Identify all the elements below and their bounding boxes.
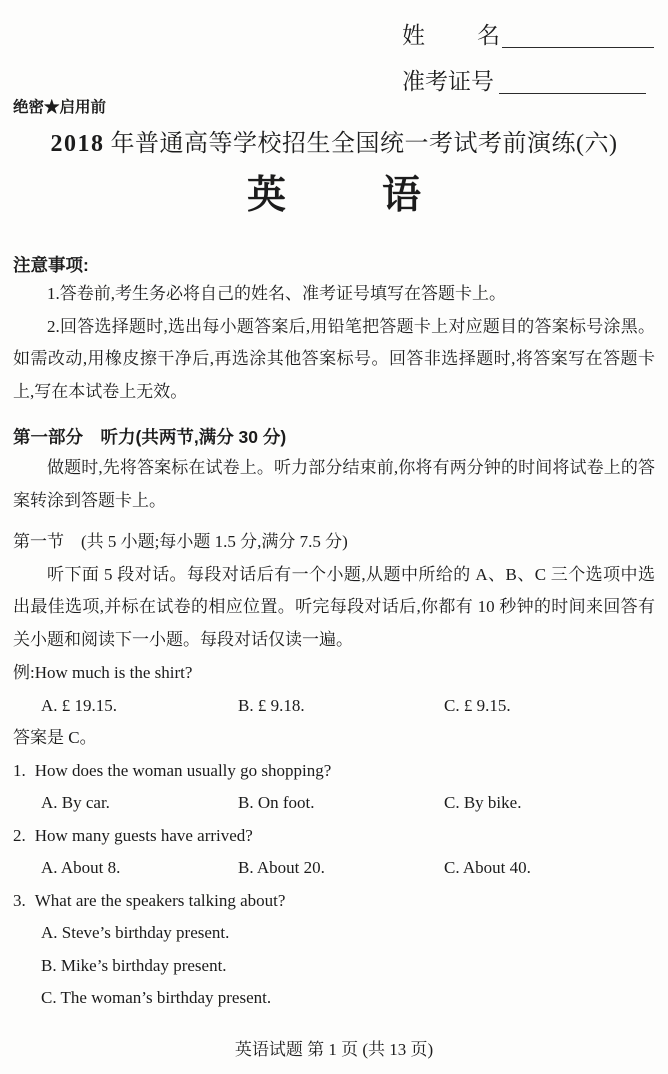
- example-option-a: A. £ 19.15.: [41, 695, 118, 715]
- exam-year: 2018: [50, 131, 105, 157]
- name-label-char-1: 姓: [402, 22, 425, 48]
- question-2-option-b: B. About 20.: [238, 858, 325, 877]
- student-info-block: [402, 16, 654, 108]
- question-2-option-a: A. About 8.: [41, 858, 121, 877]
- name-label-char-2: 名: [477, 22, 500, 48]
- subject-char-2: 语: [381, 174, 421, 217]
- example-answer-note: 答案是 C。: [13, 728, 97, 747]
- part1-heading: 第一部分 听力(共两节,满分 30 分): [13, 427, 287, 447]
- subject-char-1: 英: [247, 174, 287, 217]
- ticket-field-line: [499, 64, 646, 94]
- secrecy-notice: 绝密★启用前: [13, 99, 107, 116]
- question-2-option-c: C. About 40.: [444, 858, 531, 877]
- notice-item-2: 2.回答选择题时,选出每小题答案后,用铅笔把答题卡上对应题目的答案标号涂黑。如需改动,用橡皮擦干净后,再选涂其他答案标号。回答非选择题时,将答案写在答题卡上,写在本试卷上无效。: [13, 316, 655, 401]
- question-3-option-c: C. The woman’s birthday present.: [41, 988, 272, 1007]
- question-3-option-a: A. Steve’s birthday present.: [41, 923, 230, 942]
- name-field-line: [502, 18, 654, 48]
- question-3-text: What are the speakers talking about?: [34, 890, 286, 910]
- question-2-options-row: [13, 852, 655, 885]
- question-2-number: 2.: [13, 825, 26, 845]
- name-field-row: [402, 16, 654, 48]
- subject-title-inner: [247, 174, 421, 218]
- section1-heading: 第一节 (共 5 小题;每小题 1.5 分,满分 7.5 分): [13, 532, 348, 551]
- subject-title: [13, 174, 655, 218]
- question-1-option-b: B. On foot.: [238, 793, 315, 812]
- example-option-b: B. £ 9.18.: [238, 695, 305, 715]
- notice-heading: 注意事项:: [13, 255, 89, 275]
- part1-intro: 做题时,先将答案标在试卷上。听力部分结束前,你将有两分钟的时间将试卷上的答案转涂到答题卡上。: [13, 458, 655, 510]
- example-options-row: [13, 690, 655, 723]
- question-2-text: How many guests have arrived?: [34, 825, 253, 845]
- page-footer: 英语试题 第 1 页 (共 13 页): [234, 1040, 434, 1059]
- question-1-text: How does the woman usually go shopping?: [34, 760, 332, 780]
- ticket-field-row: [402, 62, 654, 94]
- section1-intro: 听下面 5 段对话。每段对话后有一个小题,从题中所给的 A、B、C 三个选项中选出最佳选项,并标在试卷的相应位置。听完每段对话后,你都有 10 秒钟的时间来回答有关小题和阅读下一小题。每段对话仅读一遍。: [13, 564, 655, 649]
- question-1-option-a: A. By car.: [41, 793, 110, 812]
- exam-title: [13, 127, 655, 161]
- example-option-c: C. £ 9.15.: [444, 695, 511, 715]
- question-1-option-c: C. By bike.: [444, 793, 522, 812]
- ticket-field-label: 准考证号: [402, 68, 494, 94]
- example-prompt: 例:How much is the shirt?: [13, 663, 193, 682]
- question-2: [13, 820, 655, 853]
- question-1: [13, 755, 655, 788]
- exam-title-text: 年普通高等学校招生全国统一考试考前演练(六): [110, 131, 618, 157]
- question-1-options-row: [13, 787, 655, 820]
- question-3: [13, 885, 655, 918]
- question-3-option-b: B. Mike’s birthday present.: [41, 955, 227, 975]
- name-field-label: [402, 23, 500, 48]
- notice-item-1: 1.答卷前,考生务必将自己的姓名、准考证号填写在答题卡上。: [47, 284, 506, 303]
- question-3-number: 3.: [13, 890, 26, 910]
- question-1-number: 1.: [13, 760, 26, 780]
